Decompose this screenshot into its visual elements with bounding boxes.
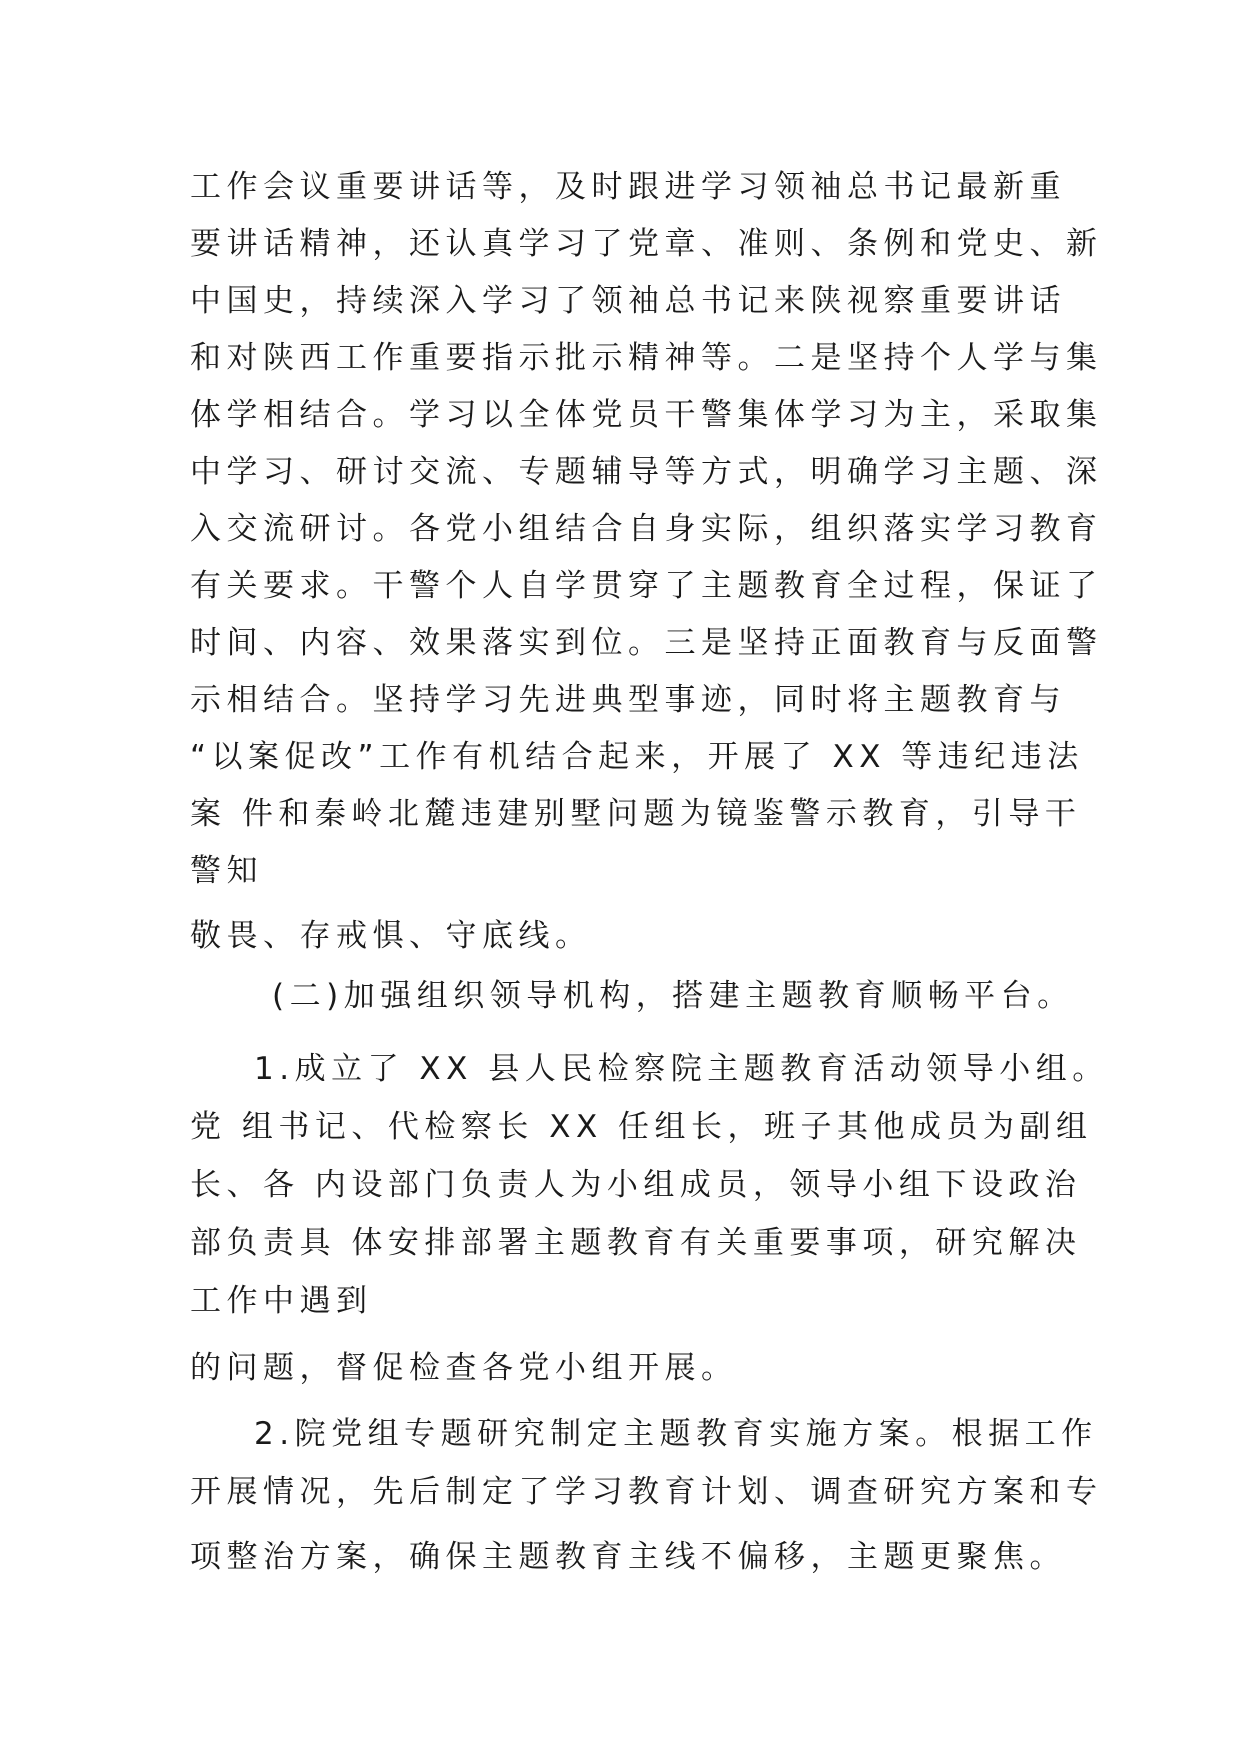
numbered-item-start: 1.成立了 XX 县人民检察院主题教育活动领导小组。 (254, 1051, 1109, 1087)
body-text-line: 示相结合。坚持学习先进典型事迹，同时将主题教育与 (190, 682, 1066, 718)
body-text-line: 案 件和秦岭北麓违建别墅问题为镜鉴警示教育，引导干 (190, 796, 1082, 832)
body-text-line: 中国史，持续深入学习了领袖总书记来陕视察重要讲话 (190, 283, 1066, 319)
body-text-line: “以案促改”工作有机结合起来，开展了 XX 等违纪违法 (190, 739, 1084, 775)
body-text-line: 和对陕西工作重要指示批示精神等。二是坚持个人学与集 (190, 340, 1103, 376)
body-text-line: 敬畏、存戒惧、守底线。 (190, 918, 592, 954)
body-text-line: 体学相结合。学习以全体党员干警集体学习为主，采取集 (190, 397, 1103, 433)
body-text-line: 时间、内容、效果落实到位。三是坚持正面教育与反面警 (190, 625, 1103, 661)
body-text-line: 要讲话精神，还认真学习了党章、准则、条例和党史、新 (190, 226, 1103, 262)
numbered-item-start: 2.院党组专题研究制定主题教育实施方案。根据工作 (254, 1416, 1098, 1452)
body-text-line: 工作会议重要讲话等，及时跟进学习领袖总书记最新重 (190, 169, 1066, 205)
body-text-line: 中学习、研讨交流、专题辅导等方式，明确学习主题、深 (190, 454, 1103, 490)
body-text-line: 工作中遇到 (190, 1283, 373, 1319)
body-text-line: 有关要求。干警个人自学贯穿了主题教育全过程，保证了 (190, 568, 1103, 604)
body-text-line: 开展情况，先后制定了学习教育计划、调查研究方案和专 (190, 1474, 1103, 1510)
body-text-line: 部负责具 体安排部署主题教育有关重要事项，研究解决 (190, 1225, 1082, 1261)
body-text-line: 项整治方案，确保主题教育主线不偏移，主题更聚焦。 (190, 1539, 1066, 1575)
body-text-line: 入交流研讨。各党小组结合自身实际，组织落实学习教育 (190, 511, 1103, 547)
section-heading: (二)加强组织领导机构，搭建主题教育顺畅平台。 (272, 978, 1074, 1014)
body-text-line: 党 组书记、代检察长 XX 任组长，班子其他成员为副组 (190, 1109, 1093, 1145)
body-text-line: 长、各 内设部门负责人为小组成员，领导小组下设政治 (190, 1167, 1082, 1203)
body-text-line: 警知 (190, 853, 263, 889)
body-text-line: 的问题，督促检查各党小组开展。 (190, 1350, 738, 1386)
